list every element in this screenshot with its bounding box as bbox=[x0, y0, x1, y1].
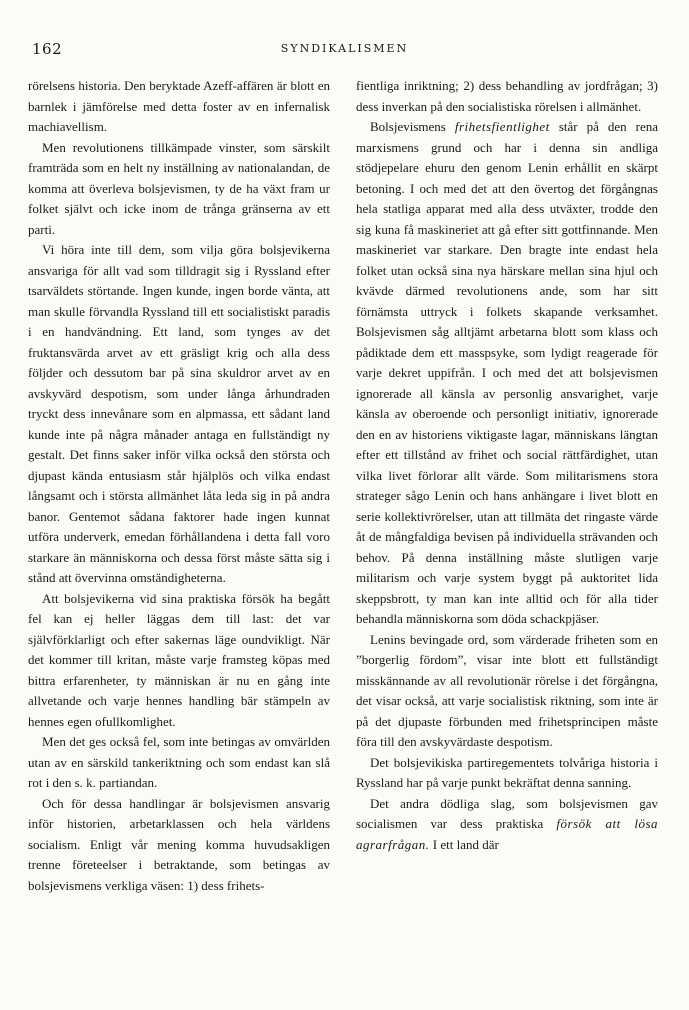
paragraph: Att bolsjevikerna vid sina praktiska försök ha begått fel kan ej heller läggas dem till last: det var självförklarligt och efter sakernas läge oundvikligt. När det kommer till kritan, måste varje framsteg köpas med bittra erfarenheter, ty människan är nu en gång inte allvetande och varje hennes handling bär stämpeln av hennes egen ofullkomlighet. bbox=[28, 590, 330, 729]
paragraph: rörelsens historia. Den beryktade Azeff-affären är blott en barnlek i jämförelse med detta foster av en infernalisk machiavellism. bbox=[28, 78, 330, 134]
paragraph: Lenins bevingade ord, som värderade friheten som en ”borgerlig fördom”, visar inte blott ett fullständigt misskännande av all revolutionär rörelse i det förgångna, det visar också, att varje socialistisk riktning, som inte är på det djupaste förbunden med frihetsprincipen måste föra till den avskyvärdaste despotism. bbox=[356, 631, 658, 749]
page-header bbox=[32, 40, 657, 60]
paragraph bbox=[356, 794, 658, 856]
paragraph: Det bolsjevikiska partiregementets tolvåriga historia i Ryssland har på varje punkt bekräftat denna sanning. bbox=[356, 754, 658, 790]
running-title: SYNDIKALISMEN bbox=[280, 42, 409, 55]
paragraph bbox=[356, 117, 658, 630]
right-column bbox=[356, 76, 658, 855]
text-run: Det andra dödliga slag, som bolsjevismen gav socialismen var dess praktiska bbox=[356, 795, 658, 831]
paragraph: Men det ges också fel, som inte betingas av omvärlden utan av en särskild tankeriktning och som endast kan slå rot i den s. k. partiandan. bbox=[28, 734, 330, 790]
text-run: I ett land där bbox=[432, 836, 499, 852]
emphasis: frihetsfientlighet bbox=[454, 119, 550, 134]
left-column bbox=[28, 76, 330, 896]
page-number: 162 bbox=[32, 40, 63, 58]
emphasis: försök att lösa agrarfrågan. bbox=[356, 816, 659, 852]
text-run: Bolsjevismens bbox=[370, 119, 446, 134]
paragraph: Vi höra inte till dem, som vilja göra bolsjevikerna ansvariga för allt vad som tilldragit sig i Ryssland efter tsarväldets störtande. Ingen kunde, ingen borde vänta, att man skulle förvandla Ryssland till ett socialistiskt paradis i en handvändning. Ett land, som tynges av det fruktansvärda arvet av ett gräsligt krig och alla dess följder och dessutom bar på sina skuldror arvet av en avskyvärd despotism, som under långa århundraden tryckt dess innevånare som en alpmassa, ett sådant land kunde inte på några månader antaga en fullständigt ny gestalt. Det finns saker inför vilka också den största och djupast kända entusiasm står hjälplös och vilka endast långsamt och i största allmänhet låta leda sig in på andra banor. Gentemot sådana faktorer hade ingen kunnat utföra underverk, emedan förhållandena i detta fall voro starkare än människorna och dessa först måste sätta sig i stånd att övervinna omständigheterna. bbox=[28, 242, 330, 585]
paragraph: Och för dessa handlingar är bolsjevismen ansvarig inför historien, arbetarklassen och hela världens socialism. Enligt vår mening komma huvudsakligen trenne företeelser i betraktande, som betingas av bolsjevismens verkliga väsen: 1) dess frihets- bbox=[28, 795, 330, 893]
text-run: står på den rena marxismens grund och har i denna sin andliga stödjepelare ehuru den genom Lenin erhållit en skärpt betoning. I och med det att den övertog det förgångnas hela statliga apparat med alla dess utväxter, trodde den sig kuna få maskineriet att gå efter sitt gottfinnande. Men maskineriet var starkare. Den bragte inte endast hela folket utan också sina nya härskare mellan sina hjul och kvävde därmed revolutionens ande, som har sitt förnämsta uttryck i folkets skapande verksamhet. Bolsjevismen såg alltjämt arbetarna blott som klass och pådiktade dem ett masspsyke, som lydigt reagerade för varje dekret uppifrån. I och med det att bolsjevismen ignorerade all känsla av personlig ansvarighet, varje känsla av oberoende och personligt initiativ, ignorerade den en av historiens viktigaste lagar, människans längtan efter ett tillstånd av frihet och social rättfärdighet, utan vilka livet förlorar allt värde. Som militarismens stora strateger sågo Lenin och hans anhängare i livet blott en serie kollektivrörelser, utan att tillmäta det ringaste värde åt de mångfaldiga bevisen på individuella strävanden och behov. På denna inställning måste slutligen varje militarism och varje system byggt på auktoritet lida skeppsbrott, ty man kan inte alltid och för alla tider behandla människorna som döda schackpjäser. bbox=[356, 119, 659, 626]
paragraph: fientliga inriktning; 2) dess behandling av jordfrågan; 3) dess inverkan på den socialistiska rörelsen i allmänhet. bbox=[356, 78, 658, 114]
paragraph: Men revolutionens tillkämpade vinster, som särskilt framträda som en helt ny inställning av nationalandan, de komma att överleva bolsjevismen, ty de ha växt fram ur folket självt och icke inom de trånga gränserna av ett parti. bbox=[28, 139, 330, 237]
